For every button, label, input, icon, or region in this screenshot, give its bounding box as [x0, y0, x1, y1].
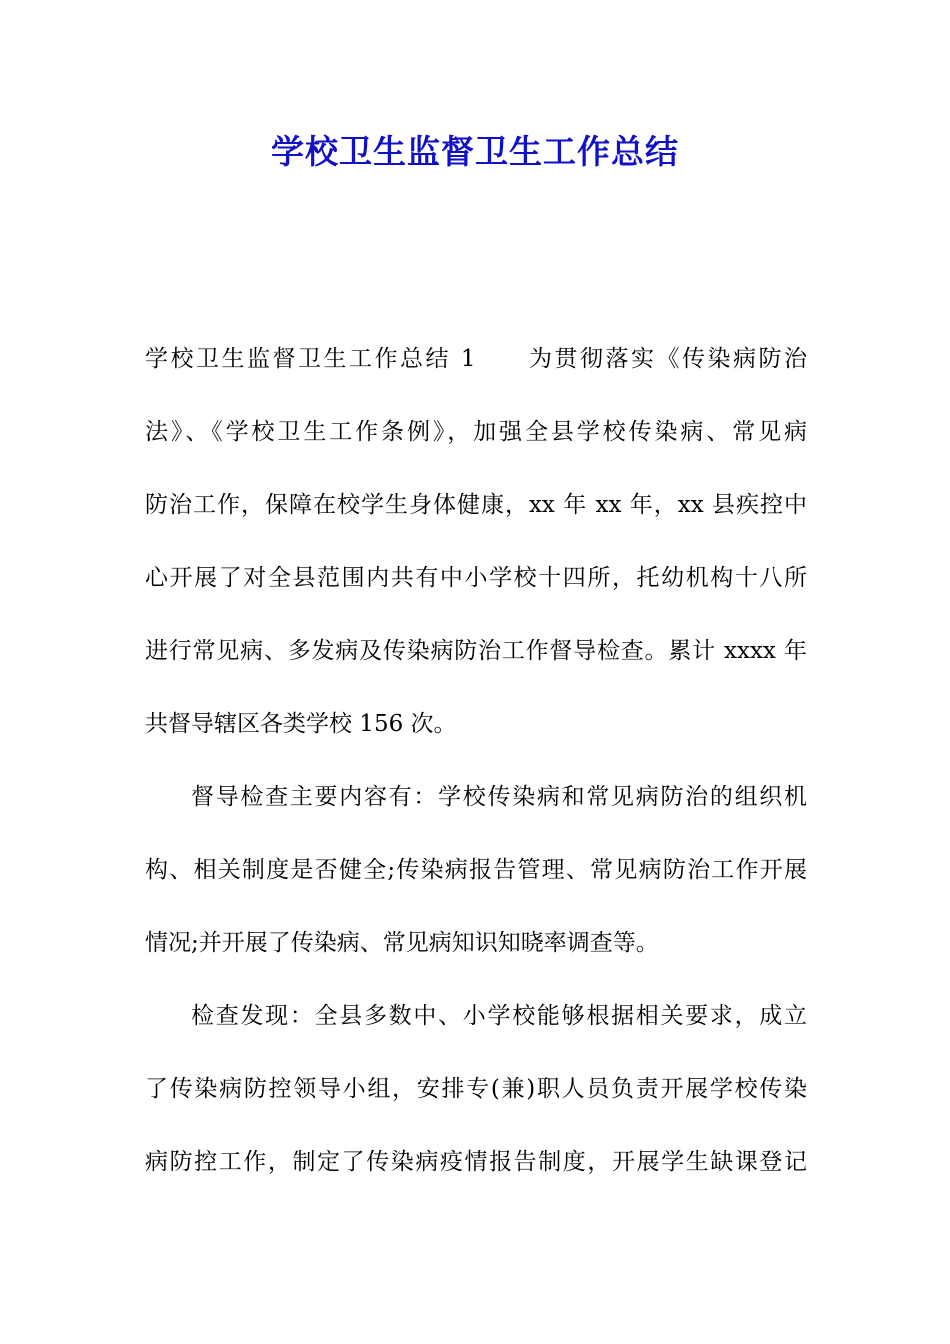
document-body: [145, 334, 807, 1210]
text-line: 防治工作，保障在校学生身体健康，xx 年 xx 年，xx 县疾控中: [145, 492, 807, 518]
text-line: 检查发现：全县多数中、小学校能够根据相关要求，成立: [191, 1003, 807, 1029]
text-line: 进行常见病、多发病及传染病防治工作督导检查。累计 xxxx 年: [145, 638, 807, 664]
text-line: 法》、《学校卫生工作条例》，加强全县学校传染病、常见病: [145, 419, 807, 445]
text-line: 学校卫生监督卫生工作总结 1 为贯彻落实《传染病防治: [145, 346, 807, 372]
text-line: 情况;并开展了传染病、常见病知识知晓率调查等。: [145, 930, 659, 956]
text-line: 病防控工作，制定了传染病疫情报告制度，开展学生缺课登记: [145, 1149, 807, 1175]
text-line: 构、相关制度是否健全;传染病报告管理、常见病防治工作开展: [145, 857, 807, 883]
document-title: 学校卫生监督卫生工作总结: [271, 132, 679, 171]
text-line: 了传染病防控领导小组，安排专(兼)职人员负责开展学校传染: [145, 1076, 807, 1102]
text-line: 共督导辖区各类学校 156 次。: [145, 711, 457, 737]
text-line: 心开展了对全县范围内共有中小学校十四所，托幼机构十八所: [145, 565, 807, 591]
text-line: 督导检查主要内容有：学校传染病和常见病防治的组织机: [191, 784, 807, 810]
